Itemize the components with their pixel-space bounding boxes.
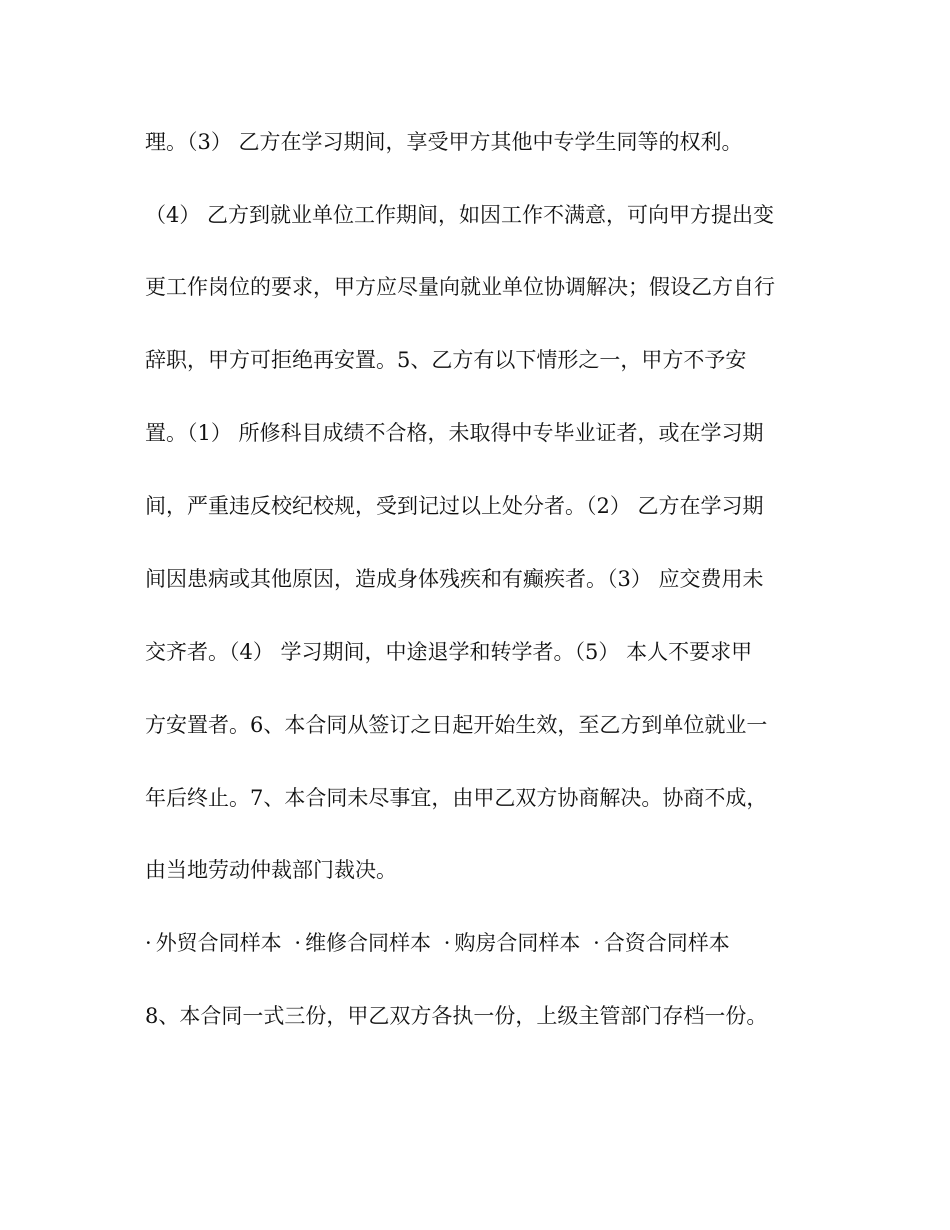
- paragraph-line-9: 方安置者。6、本合同从签订之日起开始生效，至乙方到单位就业一: [145, 713, 768, 737]
- paragraph-line-3: 更工作岗位的要求，甲方应尽量向就业单位协调解决；假设乙方自行: [145, 275, 775, 299]
- related-link[interactable]: [145, 928, 282, 958]
- paragraph-line-2: （4） 乙方到就业单位工作期间，如因工作不满意，可向甲方提出变: [145, 203, 775, 227]
- bullet-icon: ·: [145, 931, 152, 955]
- related-link-label: 合资合同样本: [603, 931, 730, 955]
- related-link[interactable]: [593, 928, 730, 958]
- bullet-icon: ·: [294, 931, 302, 955]
- paragraph-line-7: 间因患病或其他原因，造成身体残疾和有癫疾者。（3） 应交费用未: [145, 567, 764, 591]
- paragraph-line-6: 间，严重违反校纪校规，受到记过以上处分者。（2） 乙方在学习期: [145, 494, 764, 518]
- bullet-icon: ·: [593, 931, 600, 955]
- related-link-label: 维修合同样本: [305, 931, 432, 955]
- final-paragraph-line: 8、本合同一式三份，甲乙双方各执一份，上级主管部门存档一份。: [145, 1004, 768, 1028]
- related-link-label: 购房合同样本: [454, 931, 581, 955]
- paragraph-line-5: 置。（1） 所修科目成绩不合格，未取得中专毕业证者，或在学习期: [145, 421, 764, 445]
- related-link-label: 外贸合同样本: [155, 931, 282, 955]
- paragraph-line-11: 由当地劳动仲裁部门裁决。: [145, 858, 397, 882]
- paragraph-line-8: 交齐者。（4） 学习期间，中途退学和转学者。（5） 本人不要求甲: [145, 640, 753, 664]
- related-link[interactable]: [294, 928, 431, 958]
- paragraph-line-10: 年后终止。7、本合同未尽事宜，由甲乙双方协商解决。协商不成，: [145, 786, 768, 810]
- related-link[interactable]: [444, 928, 581, 958]
- related-links: [145, 928, 845, 958]
- paragraph-line-1: 理。（3） 乙方在学习期间，享受甲方其他中专学生同等的权利。: [145, 130, 743, 154]
- paragraph-line-4: 辞职，甲方可拒绝再安置。5、乙方有以下情形之一，甲方不予安: [145, 348, 747, 372]
- bullet-icon: ·: [443, 931, 451, 955]
